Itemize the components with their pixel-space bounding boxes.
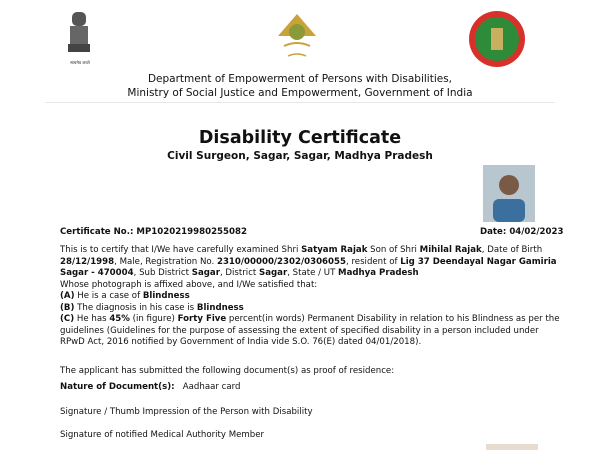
applicant-photo <box>483 165 535 222</box>
certificate-date <box>480 227 563 237</box>
department-logo <box>272 10 322 60</box>
ministry-name: Ministry of Social Justice and Empowerment, Government of India <box>127 87 473 99</box>
nature-of-document: Nature of Document(s): Aadhaar card <box>60 382 241 392</box>
india-emblem <box>64 10 94 58</box>
issuer: Civil Surgeon, Sagar, Sagar, Madhya Pradesh <box>167 150 433 162</box>
stamp <box>486 444 538 450</box>
department-name: Department of Empowerment of Persons with Disabilities, <box>147 73 453 85</box>
divider <box>45 102 555 103</box>
signature-authority: Signature of notified Medical Authority Member <box>60 430 265 440</box>
certification-paragraph: This is to certify that I/We have carefully examined Shri Satyam Rajak Son of Shri Mihilal Rajak, Date of Birth 28/12/1998, Male, Registration No. 2310/00000/2302/0306055, resident of Lig 37 Deendayal Nagar Gamiria Sagar - 470004, Sub District Sagar, District Sagar, State / UT Madhya Pradesh Whose photograph is affixed above, and I/We satisfied that: (A) He is a case of Blindness (B) The diagnosis in his case is Blindness (C) He has 45% (in figure) Forty Five percent(in words) Permanent Disability in relation to his Blindness as per the guidelines (Guidelines for the purpose of assessing the extent of specified disability in a person included under RPwD Act, 2016 notified by Government of India vide S.O. 76(E) dated 04/01/2018). <box>60 245 560 347</box>
signature-person: Signature / Thumb Impression of the Person with Disability <box>60 407 313 417</box>
mp-state-seal <box>468 10 526 68</box>
date-value: 04/02/2023 <box>509 227 564 237</box>
proof-statement: The applicant has submitted the following document(s) as proof of residence: <box>60 366 395 376</box>
emblem-caption: सत्यमेव जयते <box>70 60 90 65</box>
certificate-number <box>60 227 247 237</box>
date-label: Date: <box>480 227 507 237</box>
page-title: Disability Certificate <box>198 128 402 148</box>
cert-no-label: Certificate No.: <box>60 227 134 237</box>
cert-no-value: MP1020219980255082 <box>136 227 247 237</box>
